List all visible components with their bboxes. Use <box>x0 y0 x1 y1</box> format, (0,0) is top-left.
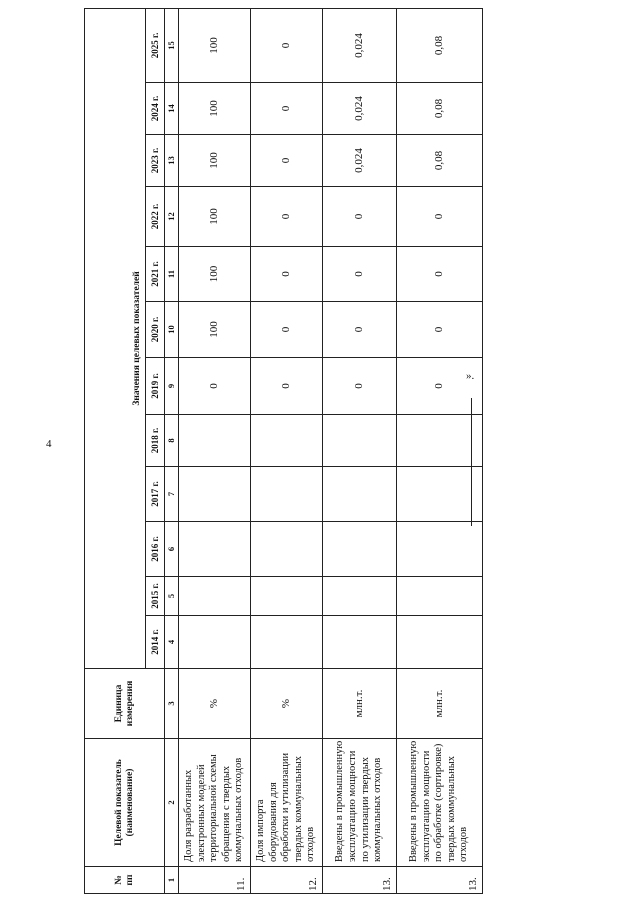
value-cell: 0 <box>323 247 397 302</box>
column-number: 5 <box>165 577 179 616</box>
value-cell <box>323 467 397 522</box>
value-cell <box>323 415 397 467</box>
value-cell: 0 <box>397 247 483 302</box>
unit-cell: % <box>251 669 323 739</box>
value-cell <box>397 577 483 616</box>
year-header: 2025 г. <box>146 8 165 82</box>
value-cell <box>179 522 251 577</box>
column-number: 12 <box>165 187 179 247</box>
value-cell <box>251 415 323 467</box>
unit-cell: млн.т. <box>397 669 483 739</box>
value-cell <box>323 522 397 577</box>
column-number: 10 <box>165 302 179 358</box>
value-cell: 100 <box>179 247 251 302</box>
value-cell: 0 <box>323 187 397 247</box>
year-header: 2016 г. <box>146 522 165 577</box>
closing-quote-mark: ». <box>466 370 475 382</box>
row-number: 12. <box>251 867 323 894</box>
year-header: 2022 г. <box>146 187 165 247</box>
row-number: 13. <box>397 867 483 894</box>
value-cell: 0 <box>323 358 397 415</box>
table-row <box>179 8 251 893</box>
value-cell: 0,08 <box>397 8 483 82</box>
column-number: 2 <box>165 739 179 867</box>
column-number: 1 <box>165 867 179 894</box>
value-cell: 0 <box>397 302 483 358</box>
value-cell: 0 <box>323 302 397 358</box>
value-cell <box>397 616 483 669</box>
row-number: 13. <box>323 867 397 894</box>
column-number: 9 <box>165 358 179 415</box>
value-cell: 100 <box>179 8 251 82</box>
header-values-group: Значения целевых показателей <box>85 8 146 668</box>
value-cell: 100 <box>179 83 251 135</box>
value-cell <box>179 415 251 467</box>
value-cell <box>179 467 251 522</box>
value-cell: 0 <box>397 358 483 415</box>
indicator-name: Введены в промышленную эксплуатацию мощности по утилизации твердых коммунальных отходов <box>323 739 397 867</box>
value-cell <box>251 577 323 616</box>
value-cell <box>323 577 397 616</box>
table-row <box>251 8 323 893</box>
value-cell: 100 <box>179 135 251 187</box>
value-cell: 100 <box>179 187 251 247</box>
table-row <box>323 8 397 893</box>
year-header: 2014 г. <box>146 616 165 669</box>
value-cell <box>251 616 323 669</box>
value-cell <box>397 522 483 577</box>
column-number: 6 <box>165 522 179 577</box>
value-cell: 0 <box>251 187 323 247</box>
value-cell: 0 <box>251 247 323 302</box>
column-number: 7 <box>165 467 179 522</box>
table-row <box>397 8 483 893</box>
column-number: 4 <box>165 616 179 669</box>
value-cell <box>397 467 483 522</box>
value-cell: 100 <box>179 302 251 358</box>
value-cell <box>179 616 251 669</box>
year-header: 2017 г. <box>146 467 165 522</box>
column-number: 3 <box>165 669 179 739</box>
value-cell: 0 <box>179 358 251 415</box>
column-number: 11 <box>165 247 179 302</box>
year-header: 2024 г. <box>146 83 165 135</box>
year-header: 2020 г. <box>146 302 165 358</box>
value-cell <box>323 616 397 669</box>
value-cell <box>179 577 251 616</box>
indicator-name: Доля разработанных электронных моделей территориальной схемы обращения с твердых коммунальных отходов <box>179 739 251 867</box>
value-cell <box>251 467 323 522</box>
header-num: № пп <box>85 867 165 894</box>
header-indicator: Целевой показатель (наименование) <box>85 739 165 867</box>
column-number: 15 <box>165 8 179 82</box>
year-header: 2018 г. <box>146 415 165 467</box>
year-header: 2023 г. <box>146 135 165 187</box>
value-cell: 0,024 <box>323 135 397 187</box>
year-header: 2021 г. <box>146 247 165 302</box>
column-number: 13 <box>165 135 179 187</box>
row-number: 11. <box>179 867 251 894</box>
column-number: 8 <box>165 415 179 467</box>
value-cell: 0 <box>251 135 323 187</box>
page-number: 4 <box>46 438 52 450</box>
column-number: 14 <box>165 83 179 135</box>
value-cell: 0,08 <box>397 135 483 187</box>
value-cell <box>251 522 323 577</box>
target-indicators-table <box>84 8 483 894</box>
value-cell: 0 <box>251 358 323 415</box>
value-cell: 0 <box>397 187 483 247</box>
header-unit: Единица измерения <box>85 669 165 739</box>
indicator-name: Введены в промышленную эксплуатацию мощности по обработке (сортировке) твердых коммунальных отходов <box>397 739 483 867</box>
unit-cell: % <box>179 669 251 739</box>
value-cell: 0 <box>251 83 323 135</box>
value-cell <box>397 415 483 467</box>
unit-cell: млн.т. <box>323 669 397 739</box>
value-cell: 0,08 <box>397 83 483 135</box>
year-header: 2019 г. <box>146 358 165 415</box>
value-cell: 0 <box>251 302 323 358</box>
year-header: 2015 г. <box>146 577 165 616</box>
value-cell: 0,024 <box>323 83 397 135</box>
value-cell: 0 <box>251 8 323 82</box>
indicator-name: Доля импорта оборудования для обработки и утилизации твердых коммунальных отходов <box>251 739 323 867</box>
value-cell: 0,024 <box>323 8 397 82</box>
rotated-table-container <box>84 9 480 894</box>
